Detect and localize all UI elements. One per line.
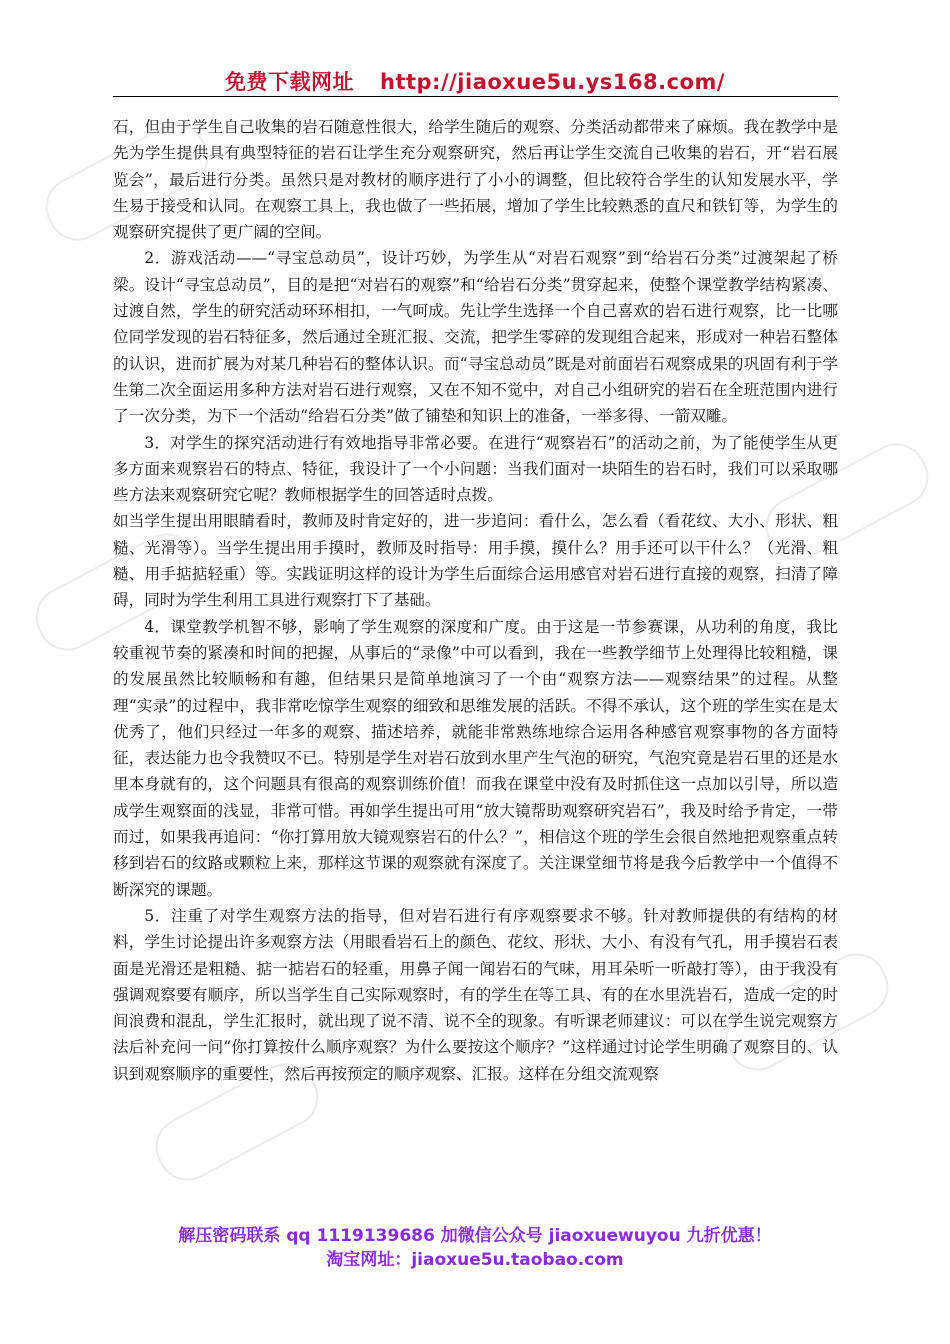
- page-header: [0, 66, 950, 96]
- body-paragraph: 石，但由于学生自己收集的岩石随意性很大，给学生随后的观察、分类活动都带来了麻烦。我在教学中是先为学生提供具有典型特征的岩石让学生充分观察研究，然后再让学生交流自己收集的岩石，开“岩石展览会”，最后进行分类。虽然只是对教材的顺序进行了小小的调整，但比较符合学生的认知发展水平，学生易于接受和认同。在观察工具上，我也做了一些拓展，增加了学生比较熟悉的直尺和铁钉等，为学生的观察研究提供了更广阔的空间。: [113, 118, 838, 242]
- body-paragraph: 4．课堂教学机智不够，影响了学生观察的深度和广度。由于这是一节参赛课，从功利的角度，我比较重视节奏的紧凑和时间的把握，从事后的“录像”中可以看到，我在一些教学细节上处理得比较粗糙，课的发展虽然比较顺畅和有趣，但结果只是简单地演习了一个由“观察方法——观察结果”的过程。从整理“实录”的过程中，我非常吃惊学生观察的细致和思维发展的活跃。不得不承认，这个班的学生实在是太优秀了，他们只经过一年多的观察、描述培养，就能非常熟练地综合运用各种感官观察事物的各方面特征，表达能力也令我赞叹不已。特别是学生对岩石放到水里产生气泡的研究，气泡究竟是岩石里的还是水里本身就有的，这个问题具有很高的观察训练价值！而我在课堂中没有及时抓住这一点加以引导，所以造成学生观察面的浅显，非常可惜。再如学生提出可用“放大镜帮助观察研究岩石”，我及时给予肯定，一带而过，如果我再追问：“你打算用放大镜观察岩石的什么？”，相信这个班的学生会很自然地把观察重点转移到岩石的纹路或颗粒上来，那样这节课的观察就有深度了。关注课堂细节将是我今后教学中一个值得不断深究的课题。: [113, 617, 838, 899]
- body-paragraph: 如当学生提出用眼睛看时，教师及时肯定好的，进一步追问：看什么，怎么看（看花纹、大小、形状、粗糙、光滑等）。当学生提出用手摸时，教师及时指导：用手摸，摸什么？用手还可以干什么？（光滑、粗糙、用手掂掂轻重）等。实践证明这样的设计为学生后面综合运用感官对岩石进行直接的观察，扫清了障碍，同时为学生利用工具进行观察打下了基础。: [113, 512, 838, 610]
- body-paragraph: 2．游戏活动——“寻宝总动员”，设计巧妙，为学生从“对岩石观察”到“给岩石分类”过渡架起了桥梁。设计“寻宝总动员”，目的是把“对岩石的观察”和“给岩石分类”贯穿起来，使整个课堂教学结构紧凑、过渡自然，学生的研究活动环环相扣，一气呵成。先让学生选择一个自己喜欢的岩石进行观察，比一比哪位同学发现的岩石特征多，然后通过全班汇报、交流，把学生零碎的发现组合起来，形成对一种岩石整体的认识，进而扩展为对某几种岩石的整体认识。而“寻宝总动员”既是对前面岩石观察成果的巩固有利于学生第二次全面运用多种方法对岩石进行观察，又在不知不觉中，对自己小组研究的岩石在全班范围内进行了一次分类，为下一个活动“给岩石分类”做了铺垫和知识上的准备，一举多得、一箭双雕。: [113, 249, 838, 426]
- header-divider: [113, 96, 838, 97]
- body-paragraph: 3．对学生的探究活动进行有效地指导非常必要。在进行“观察岩石”的活动之前，为了能使学生从更多方面来观察岩石的特点、特征，我设计了一个小问题：当我们面对一块陌生的岩石时，我们可以采取哪些方法来观察研究它呢？教师根据学生的回答适时点拨。: [113, 433, 838, 505]
- footer-contact: 解压密码联系 qq 1119139686 加微信公众号 jiaoxuewuyou 九折优惠！: [178, 1226, 772, 1246]
- body-paragraph: 5．注重了对学生观察方法的指导，但对岩石进行有序观察要求不够。针对教师提供的有结构的材料，学生讨论提出许多观察方法（用眼看岩石上的颜色、花纹、形状、大小、有没有气孔，用手摸岩石表面是光滑还是粗糙、掂一掂岩石的轻重，用鼻子闻一闻岩石的气味，用耳朵听一听敲打等），由于我没有强调观察要有顺序，所以当学生自己实际观察时，有的学生在等工具、有的在水里洗岩石，造成一定的时间浪费和混乱，学生汇报时，就出现了说不清、说不全的现象。有听课老师建议：可以在学生说完观察方法后补充问一问“你打算按什么顺序观察？为什么要按这个顺序？”这样通过讨论学生明确了观察目的、认识到观察顺序的重要性，然后再按预定的顺序观察、汇报。这样在分组交流观察: [113, 906, 838, 1083]
- header-url-link[interactable]: http://jiaoxue5u.ys168.com/: [380, 70, 725, 94]
- document-body: [113, 114, 838, 1087]
- footer-shop-link[interactable]: 淘宝网址：jiaoxue5u.taobao.com: [326, 1250, 624, 1270]
- header-label: 免费下载网址: [225, 70, 354, 94]
